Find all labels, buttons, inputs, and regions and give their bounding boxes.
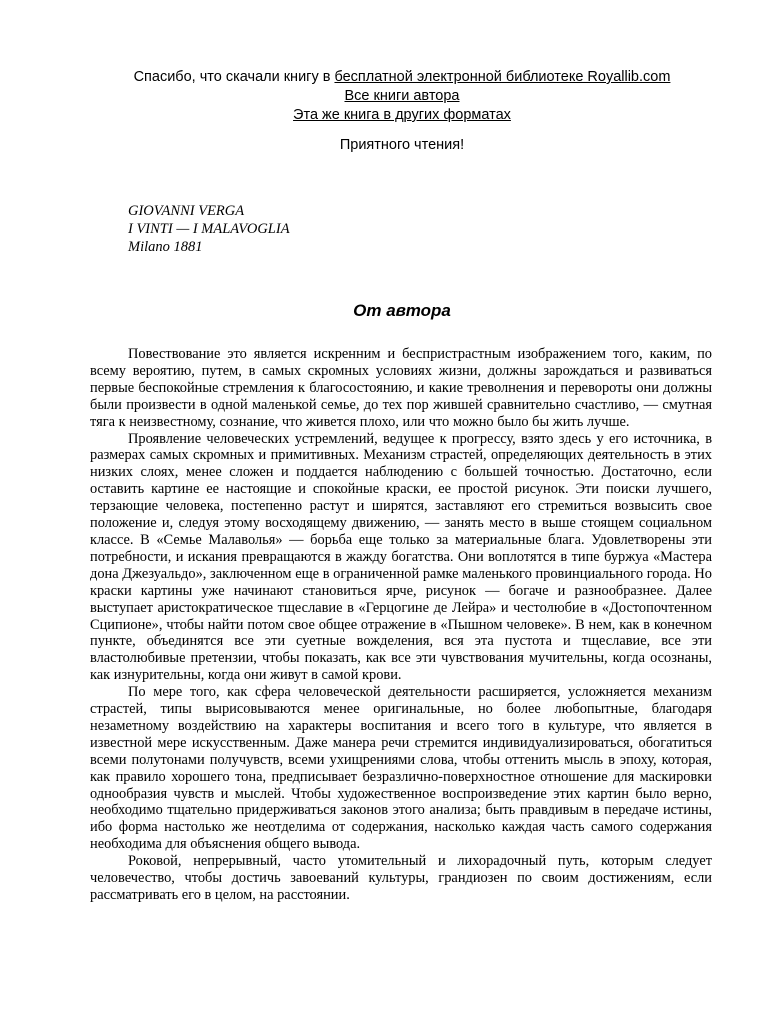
library-link[interactable]: бесплатной электронной библиотеке Royallib.com	[334, 69, 671, 85]
paragraph: Проявление человеческих устремлений, ведущее к прогрессу, взято здесь у его источника, в размерах самых скромных и примитивных. Механизм страстей, определяющих деятельность в этих низких слоях, менее сложен и поддается наблюдению с большей точностью. Достаточно, если оставить картине ее настоящие и спокойные краски, ее простой рисунок. Эти поиски лучшего, терзающие человека, постепенно растут и ширятся, заставляют его стремиться возвысить свое положение и, следуя этому восходящему движению, — занять место в выше стоящем социальном классе. В «Семье Малаволья» — борьба еще только за материальные блага. Удовлетворены эти потребности, и искания превращаются в жажду богатства. Они воплотятся в типе буржуа «Мастера дона Джезуальдо», заключенном еще в ограниченной рамке маленького провинциального города. Но краски картины уже начинают становиться ярче, рисунок — богаче и разнообразнее. Далее выступает аристократическое тщеславие в «Герцогине де Лейра» и честолюбие в «Достопочтенном Сципионе», чтобы найти потом свое общее отражение в «Пышном человеке». В нем, как в конечном пункте, объединятся все эти суетные вожделения, вся эта пустота и тщеславие, все эти властолюбивые претензии, чтобы показать, как все эти чувствования мучительны, когда осознаны, как изнурительны, когда они живут в самой крови.	[90, 430, 712, 684]
paragraph: Роковой, непрерывный, часто утомительный и лихорадочный путь, которым следует человечество, чтобы достичь завоеваний культуры, грандиозен по своим достижениям, если рассматривать его в целом, на расстоянии.	[90, 853, 712, 903]
thanks-line	[0, 68, 768, 87]
author-books-link[interactable]: Все книги автора	[344, 88, 460, 104]
chapter-body	[90, 346, 712, 904]
other-formats-link[interactable]: Эта же книга в других форматах	[293, 107, 511, 123]
epigraph-title: I VINTI — I MALAVOGLIA	[128, 221, 290, 237]
paragraph: Повествование это является искренним и беспристрастным изображением того, каким, по всему вероятию, путем, в самых скромных условиях жизни, должны зарождаться и развиваться первые беспокойные стремления к благосостоянию, и какие треволнения и перевороты они должны были произвести в одной маленькой семье, до тех пор жившей сравнительно счастливо, — смутная тяга к неизвестному, сознание, что живется плохо, или что можно было бы жить лучше.	[90, 346, 712, 430]
thanks-text: Спасибо, что скачали книгу в	[133, 69, 335, 85]
epigraph	[128, 202, 290, 256]
greeting-text: Приятного чтения!	[339, 137, 465, 153]
epigraph-author: GIOVANNI VERGA	[128, 203, 245, 219]
download-notice	[0, 68, 768, 125]
epigraph-place-year: Milano 1881	[128, 239, 203, 255]
chapter-title: От автора	[353, 301, 451, 320]
paragraph: По мере того, как сфера человеческой деятельности расширяется, усложняется механизм страстей, типы вырисовываются менее оригинальные, но более любопытные, благодаря незаметному воздействию на характеры воспитания и всего того в культуре, что является в известной мере искусственным. Даже манера речи стремится индивидуализироваться, обогатиться всеми полутонами получувств, всеми ухищрениями слова, чтобы оттенить мысль в эпоху, которая, как правило хорошего тона, предписывает безразлично-поверхностное отношение для маскировки однообразия чувств и мыслей. Чтобы художественное воспроизведение этих картин было верно, необходимо тщательно придерживаться законов этого анализа; быть правдивым в передаче истины, ибо форма настолько же неотделима от содержания, насколько каждая часть самого содержания необходима для объяснения общего вывода.	[90, 684, 712, 853]
